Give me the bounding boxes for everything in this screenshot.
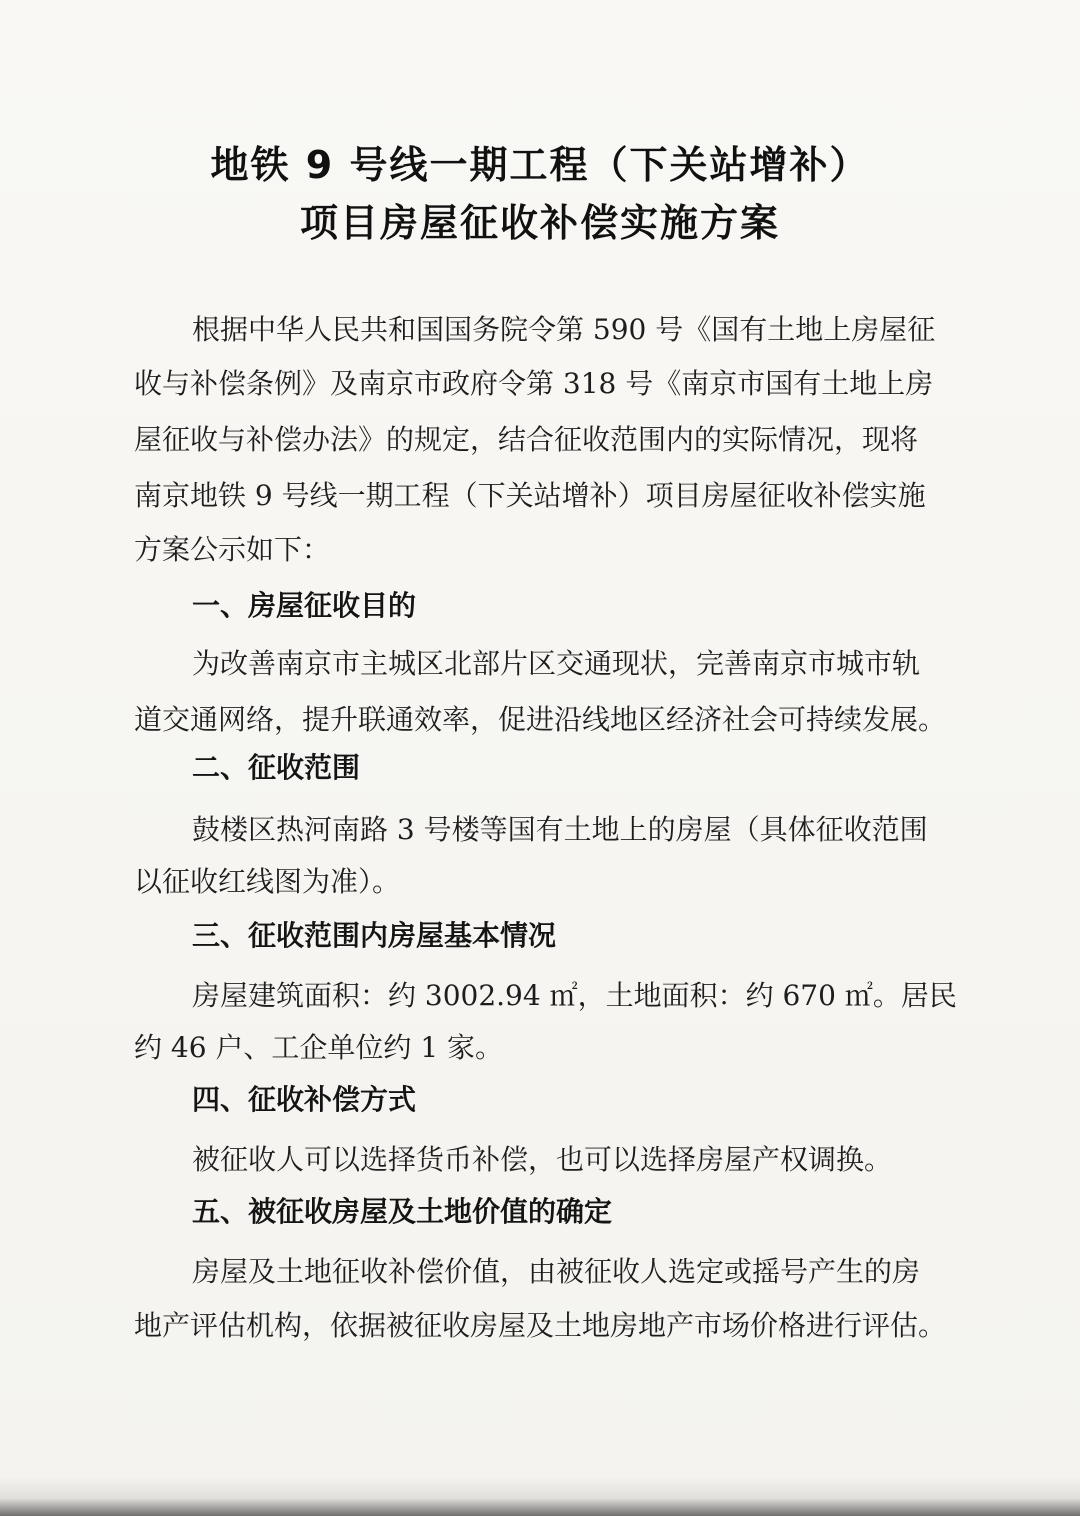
- section-heading-4: 四、征收补偿方式: [192, 1083, 417, 1116]
- page-bottom-edge-shadow: [0, 1476, 1080, 1516]
- document-title-line-2: 项目房屋征收补偿实施方案: [299, 201, 780, 245]
- intro-line-5: 方案公示如下：: [134, 533, 331, 566]
- section-1-line-2: 道交通网络，提升联通效率，促进沿线地区经济社会可持续发展。: [134, 703, 947, 736]
- section-heading-5: 五、被征收房屋及土地价值的确定: [192, 1195, 613, 1228]
- section-heading-3: 三、征收范围内房屋基本情况: [192, 919, 557, 952]
- intro-line-3: 屋征收与补偿办法》的规定，结合征收范围内的实际情况，现将: [134, 423, 919, 456]
- section-5-line-1: 房屋及土地征收补偿价值，由被征收人选定或摇号产生的房: [192, 1255, 921, 1288]
- intro-line-1: 根据中华人民共和国国务院令第 590 号《国有土地上房屋征: [192, 313, 936, 346]
- section-3-line-1: 房屋建筑面积：约 3002.94 ㎡，土地面积：约 670 ㎡。居民: [192, 979, 957, 1012]
- intro-line-2: 收与补偿条例》及南京市政府令第 318 号《南京市国有土地上房: [134, 367, 934, 400]
- section-1-line-1: 为改善南京市主城区北部片区交通现状，完善南京市城市轨: [192, 647, 921, 680]
- section-heading-1: 一、房屋征收目的: [192, 589, 417, 622]
- section-2-line-1: 鼓楼区热河南路 3 号楼等国有土地上的房屋（具体征收范围: [192, 813, 928, 846]
- section-5-line-2: 地产评估机构，依据被征收房屋及土地房地产市场价格进行评估。: [134, 1309, 947, 1342]
- section-4-line-1: 被征收人可以选择货币补偿，也可以选择房屋产权调换。: [192, 1143, 893, 1176]
- document-title-line-1: 地铁 9 号线一期工程（下关站增补）: [210, 143, 870, 187]
- intro-line-4: 南京地铁 9 号线一期工程（下关站增补）项目房屋征收补偿实施: [134, 479, 926, 512]
- section-3-line-2: 约 46 户、工企单位约 1 家。: [134, 1031, 504, 1064]
- section-2-line-2: 以征收红线图为准）。: [134, 865, 401, 898]
- section-heading-2: 二、征收范围: [192, 751, 361, 784]
